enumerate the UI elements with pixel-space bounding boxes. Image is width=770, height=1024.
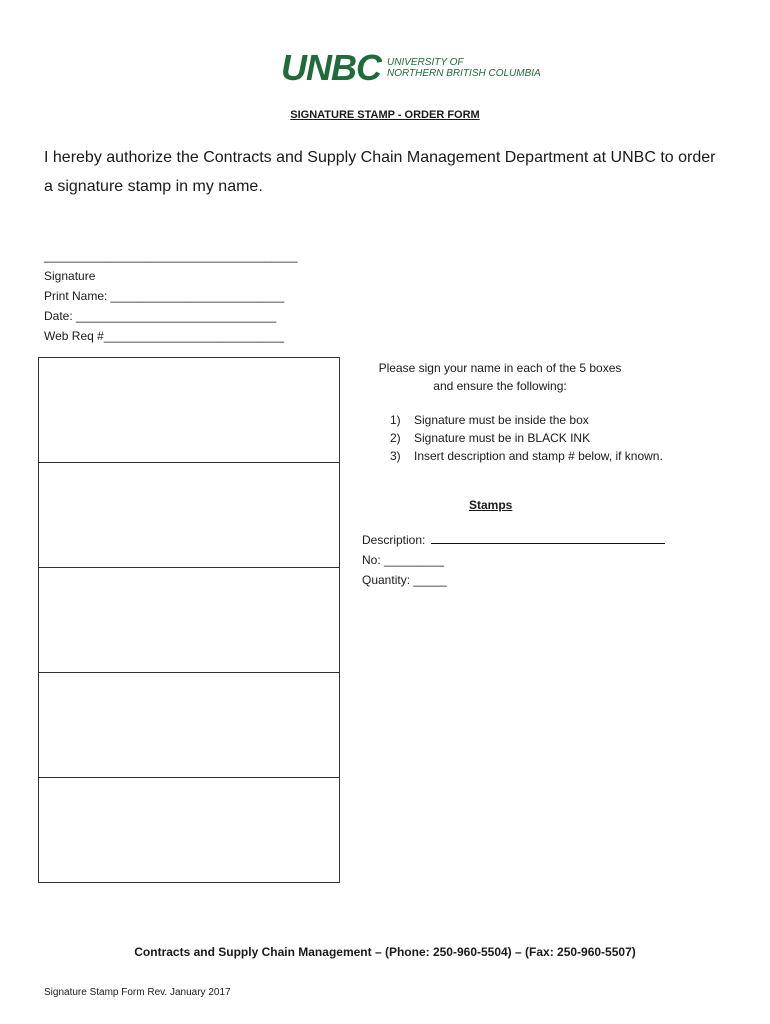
logo-mark: UNBC	[281, 47, 381, 88]
footer-contact: Contracts and Supply Chain Management – (Phone: 250-960-5504) – (Fax: 250-960-5507)	[134, 945, 636, 959]
rule-item	[390, 447, 740, 465]
signature-box-1[interactable]	[38, 357, 340, 462]
signature-boxes	[38, 357, 338, 883]
description-label: Description:	[362, 533, 426, 547]
rules-list	[360, 411, 740, 465]
authorization-statement: I hereby authorize the Contracts and Supply Chain Management Department at UNBC to order a signature stamp in my name.	[44, 149, 716, 195]
instructions-intro	[360, 359, 640, 395]
intro-line-2: and ensure the following:	[433, 379, 567, 393]
logo-line-1: UNIVERSITY OF	[387, 57, 464, 68]
date-field[interactable]: Date: ______________________________	[44, 309, 277, 323]
rule-text: Insert description and stamp # below, if known.	[414, 449, 663, 463]
stamp-fields	[362, 530, 665, 590]
signature-box-3[interactable]	[38, 567, 340, 672]
signature-box-2[interactable]	[38, 462, 340, 567]
rule-item	[390, 411, 740, 429]
rule-item	[390, 429, 740, 447]
rule-text: Signature must be inside the box	[414, 413, 589, 427]
quantity-field[interactable]: Quantity: _____	[362, 573, 447, 587]
print-name-field[interactable]: Print Name: __________________________	[44, 289, 285, 303]
logo-line-2: NORTHERN BRITISH COLUMBIA	[387, 68, 541, 79]
description-field[interactable]	[431, 530, 665, 544]
intro-line-1: Please sign your name in each of the 5 boxes	[378, 361, 622, 375]
rule-number: 3)	[390, 449, 401, 463]
signature-box-5[interactable]	[38, 777, 340, 883]
description-row	[362, 530, 665, 550]
signature-block	[44, 246, 298, 346]
instructions	[360, 359, 740, 465]
rule-number: 1)	[390, 413, 401, 427]
signature-label: Signature	[44, 269, 96, 283]
form-title: SIGNATURE STAMP - ORDER FORM	[290, 109, 480, 121]
stamps-heading: Stamps	[469, 498, 513, 512]
rule-number: 2)	[390, 431, 401, 445]
signature-box-4[interactable]	[38, 672, 340, 777]
stamp-number-field[interactable]: No: _________	[362, 553, 445, 567]
signature-line[interactable]: ______________________________________	[44, 249, 298, 263]
revision-note: Signature Stamp Form Rev. January 2017	[44, 987, 231, 998]
logo-text	[387, 57, 541, 79]
web-req-field[interactable]: Web Req #___________________________	[44, 329, 285, 343]
unbc-logo	[281, 47, 541, 88]
rule-text: Signature must be in BLACK INK	[414, 431, 591, 445]
